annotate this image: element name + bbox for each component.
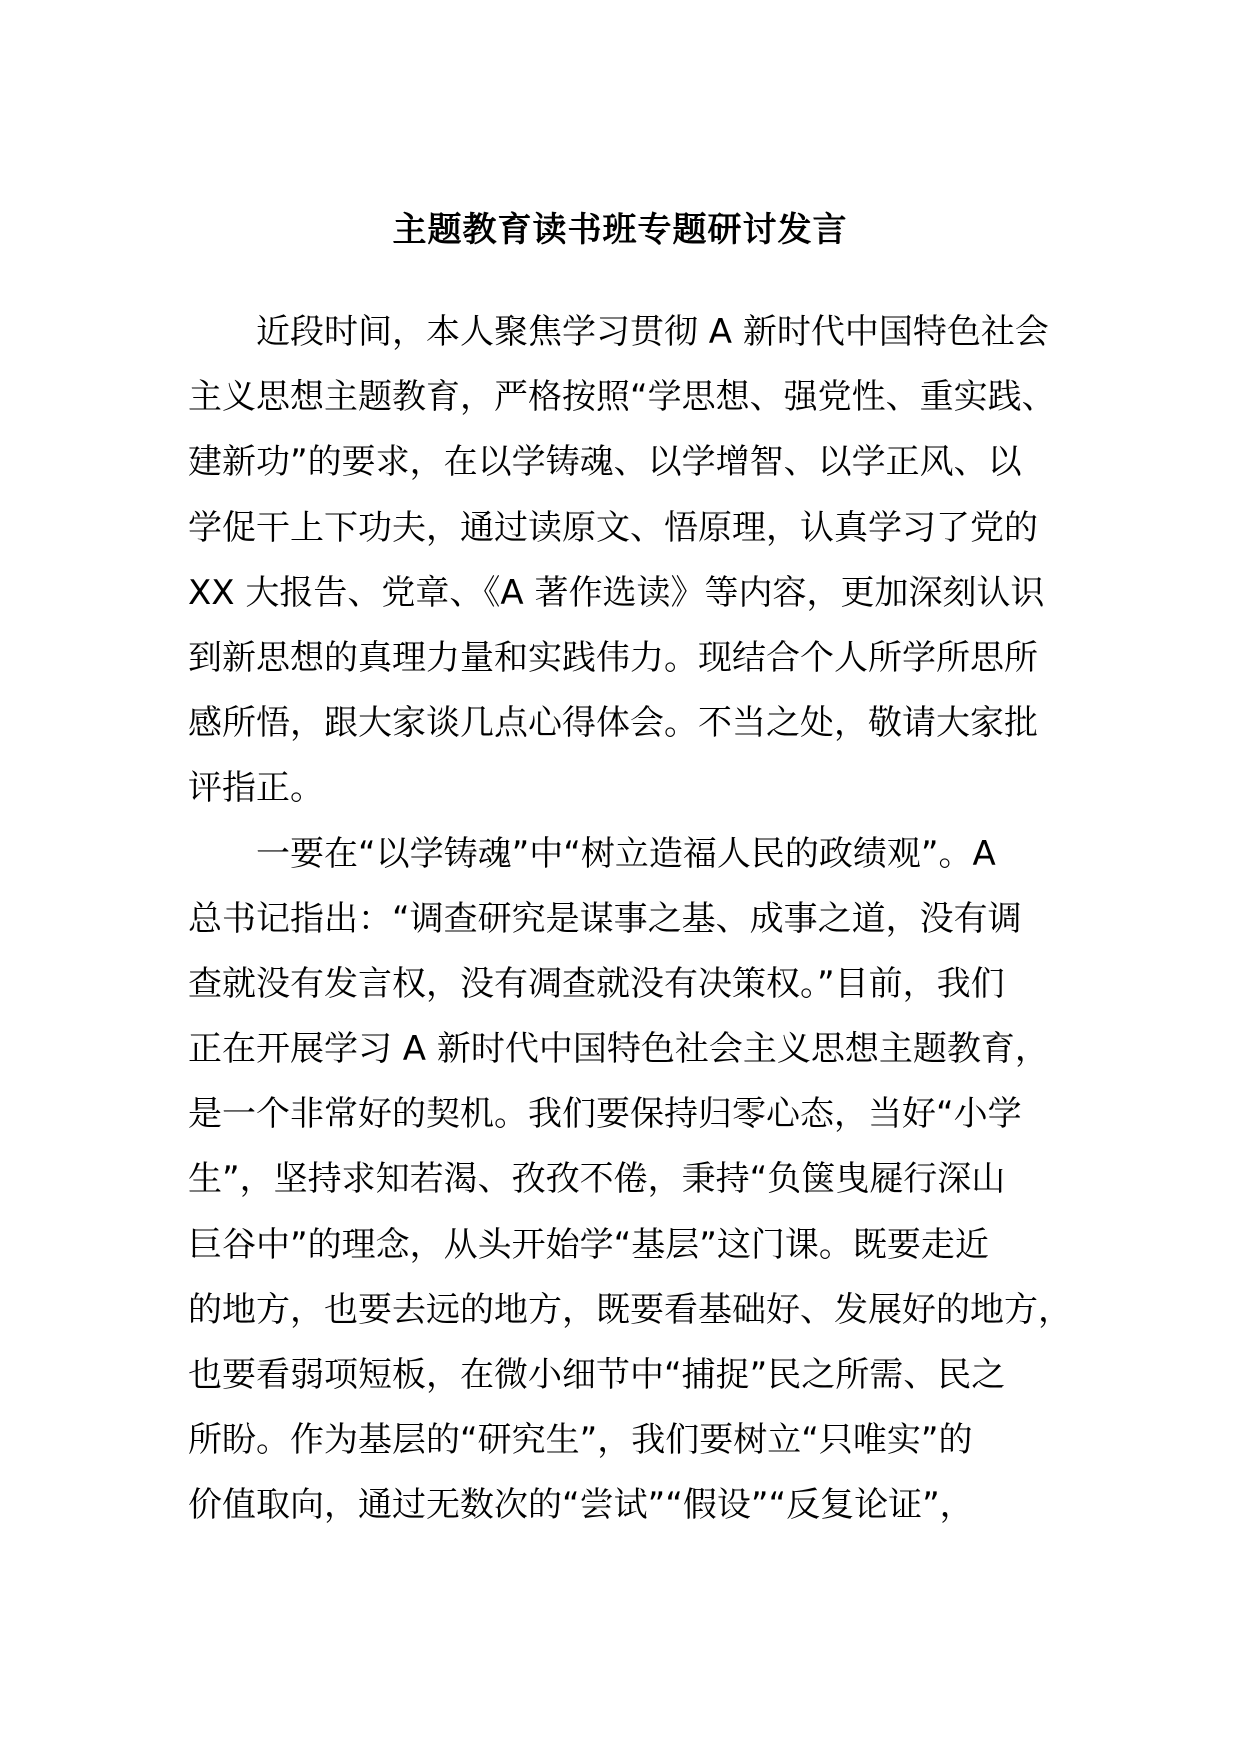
paragraph-line: 学促干上下功夫，通过读原文、悟原理，认真学习了党的	[188, 507, 1038, 548]
paragraph-line: 的地方，也要去远的地方，既要看基础好、发展好的地方，	[188, 1289, 1072, 1330]
paragraph-line: 巨谷中”的理念，从头开始学“基层”这门课。既要走近	[188, 1224, 989, 1265]
paragraph-line: 主义思想主题教育，严格按照“学思想、强党性、重实践、	[188, 377, 1056, 418]
paragraph-line: 价值取向，通过无数次的“尝试”“假设”“反复论证”，	[188, 1485, 974, 1526]
paragraph-line: 总书记指出：“调查研究是谋事之基、成事之道，没有调	[188, 898, 1022, 939]
paragraph-line: 感所悟，跟大家谈几点心得体会。不当之处，敬请大家批	[188, 703, 1038, 744]
paragraph-line: 也要看弱项短板，在微小细节中“捕捉”民之所需、民之	[188, 1355, 1006, 1395]
paragraph-line: 正在开展学习 A 新时代中国特色社会主义思想主题教育，	[188, 1029, 1049, 1070]
paragraph-line: 建新功”的要求，在以学铸魂、以学增智、以学正风、以	[188, 442, 1022, 483]
document-body	[188, 300, 1072, 1539]
paragraph-line: 评指正。	[188, 768, 324, 809]
document-title: 主题教育读书班专题研讨发言	[392, 210, 848, 250]
paragraph-line: 生”，坚持求知若渴、孜孜不倦，秉持“负箧曳屣行深山	[188, 1159, 1006, 1200]
paragraph-line: 所盼。作为基层的“研究生”，我们要树立“只唯实”的	[188, 1420, 973, 1461]
paragraph-line: 到新思想的真理力量和实践伟力。现结合个人所学所思所	[188, 637, 1038, 678]
paragraph-line: 是一个非常好的契机。我们要保持归零心态，当好“小学	[188, 1094, 1022, 1135]
paragraph-line: XX 大报告、党章、《A 著作选读》等内容，更加深刻认识	[188, 572, 1045, 613]
paragraph-line: 一要在“以学铸魂”中“树立造福人民的政绩观”。A	[256, 833, 996, 874]
paragraph-line: 近段时间，本人聚焦学习贯彻 A 新时代中国特色社会	[256, 312, 1049, 352]
paragraph-line: 查就没有发言权，没有凋查就没有决策权。”目前，我们	[188, 963, 1005, 1004]
